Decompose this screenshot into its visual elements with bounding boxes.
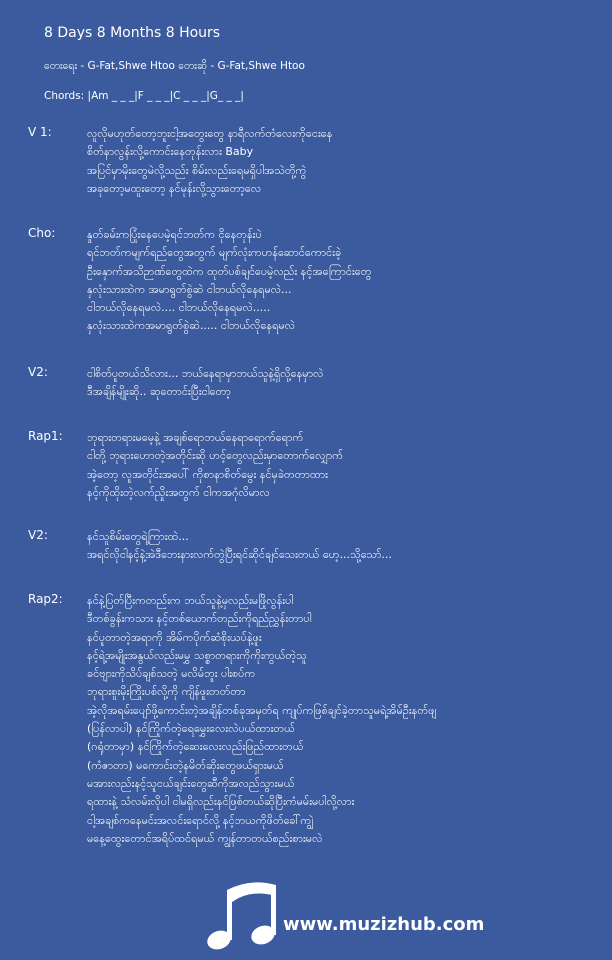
section-label: Rap1: — [28, 429, 63, 443]
lyric-line: ငါစိတ်ပူတယ်သိလား... ဘယ်နေရာမှာဘယ်သူနဲ့ရှိလို့နေမှာလဲ — [87, 367, 324, 380]
section-label: V2: — [28, 528, 48, 542]
song-title: 8 Days 8 Months 8 Hours — [44, 25, 221, 41]
lyric-line: လူလိုမဟုတ်တော့ဘူးငါ့အတွေးတွေ နာရီလက်တံလေးကိုငေးနေ — [87, 127, 333, 140]
lyric-line: ရထားနဲ့ သံလမ်းလိုပါ ငါမရှိလည်းနင်ဖြစ်တယ်ဆိုပြီးကံမမ်းမပါလို့လား — [87, 795, 355, 809]
lyric-lines — [87, 592, 604, 848]
lyric-line: မအားလည်းနင့်သူငယ်ချင်းတွေဆီကိုအလည်သွားမယ် — [87, 776, 295, 790]
lyric-line: အရင်လိုငါနင့်နဲ့အဲဒီဘေးနားလက်တွဲပြီးရင်ဆိုင်ချင်သေးတယ် ဟေ့...သို့သော်... — [87, 548, 392, 562]
song-credits: တေးရေး - G-Fat,Shwe Htoo တေးဆို - G-Fat,Shwe Htoo — [44, 60, 305, 72]
lyric-lines — [87, 429, 604, 502]
lyric-lines — [87, 125, 604, 198]
lyric-line: (ပြန်လာပါ) နင်ကြိုက်တဲ့ရေမွှေးလေးလဲပယ်ထားတယ် — [87, 722, 295, 736]
lyric-line: ဘုရားစူးမိုးကြိုးပစ်လို့ကို ကျိန်ဖူးတတ်တာ — [87, 685, 246, 699]
lyric-line: (ဂရုံတာမှာ) နင်ကြိုက်တဲ့ဆေးလေးလည်းဖြည်ထားတယ် — [87, 740, 304, 754]
lyric-line: နှလုံးသားထဲက အမာရွတ်စွဲဆဲ ငါဘယ်လိုနေရမလဲ... — [87, 282, 292, 296]
lyric-line: အဲ့တော့ လူအတိုင်းအပေါ် ကိုစာနာစိတ်မွေး နင်မှခဲတတာထား — [87, 467, 328, 481]
lyric-line: နင်ပူတာတဲ့အရာကို အိမ်ကပိုက်ဆံစိုးယပ်နဲ့ဖူး — [87, 630, 262, 644]
section-label: Cho: — [28, 226, 56, 240]
music-note-icon — [205, 880, 285, 952]
lyric-line: ဦးနှောက်အသိဉာဏ်တွေထဲက ထုတ်ပစ်ချင်ပေမဲ့လည်း နင့်အကြောင်းတွေ — [87, 264, 372, 278]
lyric-lines — [87, 365, 604, 402]
lyric-line: စိတ်နာလွန်းလို့ကောင်းနေတုန်းလား Baby — [87, 145, 254, 159]
lyric-line: အပြင်မှာမိုးတွေမဲလို့သည်း စိမ်းလည်းရေမရှိပါအသဲတို့ကွဲ — [87, 163, 307, 177]
lyric-lines — [87, 528, 604, 565]
lyric-line: ခင်ဗျားကိုသိပ်ချစ်သတဲ့ မလိမ်ဘူး ပါးစပ်က — [87, 667, 256, 681]
lyric-line: အခုတော့မထူးတော့ နင်မုန်းလို့သွားတော့လေ — [87, 181, 262, 195]
lyric-line: နင့်ကိုထိုးတဲ့လက်ညှိုးအတွက် ငါကအဂုံလိမာလ — [87, 485, 270, 499]
section-label: V2: — [28, 365, 48, 379]
lyric-line: ငါဘယ်လိုနေရမလဲ.... ငါဘယ်လိုနေရမလဲ..... — [87, 301, 271, 315]
website-url: www.muzizhub.com — [283, 914, 485, 935]
lyric-line: နင်သူစိမ်းတွေရဲ့ကြားထဲ... — [87, 530, 189, 543]
lyric-line: နင်နဲ့ပြတ်ပြီးကတည်းက ဘယ်သူနဲ့မှလည်းမဖြိုလွန်းပါ — [87, 594, 294, 607]
chord-progression: Chords: |Am _ _ _|F _ _ _|C _ _ _|G_ _ _| — [44, 90, 244, 102]
lyric-line: နင့်ရဲ့အမျိုးအနွယ်လည်းမမွှ သစ္စာတရားကိုကိုးကွယ်တဲ့သူ — [87, 648, 307, 662]
lyric-line: ဒီအချိန်မျိုးဆို.. ဆုတောင်းပြီးငါတော့ — [87, 385, 231, 399]
lyric-line: ငါ့အချစ်ကနေမင်းအလင်းရောင်လို့ နင့်ဘယကိုဖိတ်ခေါ်ကျွဲ — [87, 813, 313, 827]
lyric-line: ဘုရားတရားမမေ့နဲ့ အချစ်ရောဘယ်နေရာရောက်ရောက် — [87, 431, 304, 444]
lyric-line: နှလုံးသားထဲကအမာရွတ်စွဲဆဲ..... ငါဘယ်လိုနေရမလဲ — [87, 319, 296, 333]
lyric-line: မနေ့ထွေးတောင်အရိပ်ထင်ရမယ် ကျွန်တာတယ်စည်းစားမလဲ — [87, 831, 323, 845]
lyric-line: နှုတ်ခမ်းကပြုံးနေပေမဲ့ရင်ဘတ်က ငိုနေတုန်းပဲ — [87, 228, 262, 241]
lyric-lines — [87, 226, 604, 336]
section-label: V 1: — [28, 125, 52, 139]
lyric-line: ရင်ဘတ်ကမျက်ရည်တွေအတွက် မျက်လုံးကဟန်ဆောင်ကောင်းခဲ့ — [87, 246, 342, 260]
lyric-line: (ကံဇာတာ) မကောင်းတဲ့နမိတ်ဆိုးတွေဖယ်ရှားမယ် — [87, 758, 284, 772]
lyric-line: ငါတို့ ဘုရားဟောတဲ့အတိုင်းဆို ဟင့်တွေလည်းမှာတောက်လျှောက် — [87, 449, 344, 463]
lyric-line: ဒီတစ်ခွန်းကသား နင့်တစ်ယောက်တည်းကိုရည်ညွှန်းတာပါ — [87, 612, 312, 626]
lyric-line: အဲ့လိုအရမ်းပျော်ဖို့ကောင်းတဲ့အချိန်တစ်ခုအမှတ်ရ ကျုပ်ကဖြစ်ချင်ခဲ့တာသူမရဲ့အိမ်ဦးနတ်ဖျ — [87, 703, 437, 717]
section-label: Rap2: — [28, 592, 63, 606]
